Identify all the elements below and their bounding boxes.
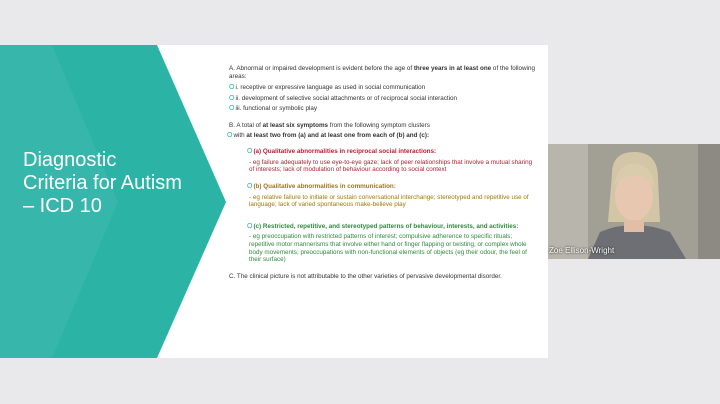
criterion-b [229, 122, 539, 130]
participant-name-label: Zoe Ellison-Wright [549, 246, 615, 255]
participant-video-feed [548, 144, 720, 259]
symptom-group-a-heading-row [247, 148, 539, 156]
symptom-group-c [229, 223, 539, 264]
symptom-group-a-description: - eg failure adequately to use eye-to-eye gaze; lack of peer relationships that involve a mutual sharing of interests; lack of modulation of behaviour according to social context [249, 158, 533, 174]
symptom-group-b-description: - eg relative failure to initiate or sustain conversational interchange; stereotyped and repetitive use of language; lack of varied spontaneous make-believe play [249, 193, 529, 209]
bullet-icon: O [229, 94, 235, 102]
criterion-a-item [229, 105, 539, 113]
criterion-a [229, 65, 539, 80]
symptom-group-c-heading-row [247, 223, 539, 231]
symptom-group-b [229, 183, 539, 209]
slide-title: Diagnostic Criteria for Autism – ICD 10 [23, 149, 182, 217]
presentation-slide [0, 45, 548, 358]
criterion-a-item-text: i. receptive or expressive language as used in social communication [235, 84, 426, 92]
criterion-b-subtext [227, 132, 539, 140]
bullet-icon: O [227, 131, 233, 139]
criterion-b-bold: at least six symptoms [262, 121, 329, 129]
symptom-group-a-heading: (a) Qualitative abnormalities in reciprocal social interactions: [253, 148, 437, 156]
criterion-a-item-text: iii. functional or symbolic play [235, 105, 317, 113]
slide-content [229, 65, 539, 284]
symptom-group-b-heading: (b) Qualitative abnormalities in communication: [253, 182, 396, 190]
criterion-a-item [229, 84, 539, 92]
symptom-group-a [229, 148, 539, 174]
criterion-a-text-end: of the following areas: [229, 65, 535, 80]
participant-video-tile[interactable] [548, 144, 720, 259]
bullet-icon: O [229, 84, 235, 92]
symptom-group-c-heading: (c) Restricted, repetitive, and stereotyped patterns of behaviour, interests, and activities: [253, 222, 519, 230]
criterion-b-sub-text: with [233, 131, 247, 139]
symptom-group-c-description: - eg preoccupation with restricted patterns of interest; compulsive adherence to specific rituals; repetitive motor mannerisms that involve either hand or finger flapping or twisting, or complex whole body movements; preoccupations with non-functional elements of objects (eg their odour, the feel of their surface) [249, 233, 527, 264]
bullet-icon: O [247, 222, 253, 230]
criterion-a-item [229, 95, 539, 103]
bullet-icon: O [247, 148, 253, 156]
symptom-group-b-heading-row [247, 183, 539, 191]
criterion-c: C. The clinical picture is not attributable to the other varieties of pervasive developmental disorder. [229, 272, 502, 280]
criterion-b-sub-bold: at least two from (a) and at least one from each of (b) and (c): [246, 131, 430, 139]
criterion-b-text: B. A total of [229, 121, 263, 129]
bullet-icon: O [229, 105, 235, 113]
criterion-b-text-end: from the following symptom clusters [328, 121, 430, 129]
criterion-a-bold: three years in at least one [413, 65, 492, 72]
bullet-icon: O [247, 182, 253, 190]
criterion-a-text: A. Abnormal or impaired development is evident before the age of [229, 65, 414, 72]
criterion-a-item-text: ii. development of selective social attachments or of reciprocal social interaction [235, 94, 458, 102]
